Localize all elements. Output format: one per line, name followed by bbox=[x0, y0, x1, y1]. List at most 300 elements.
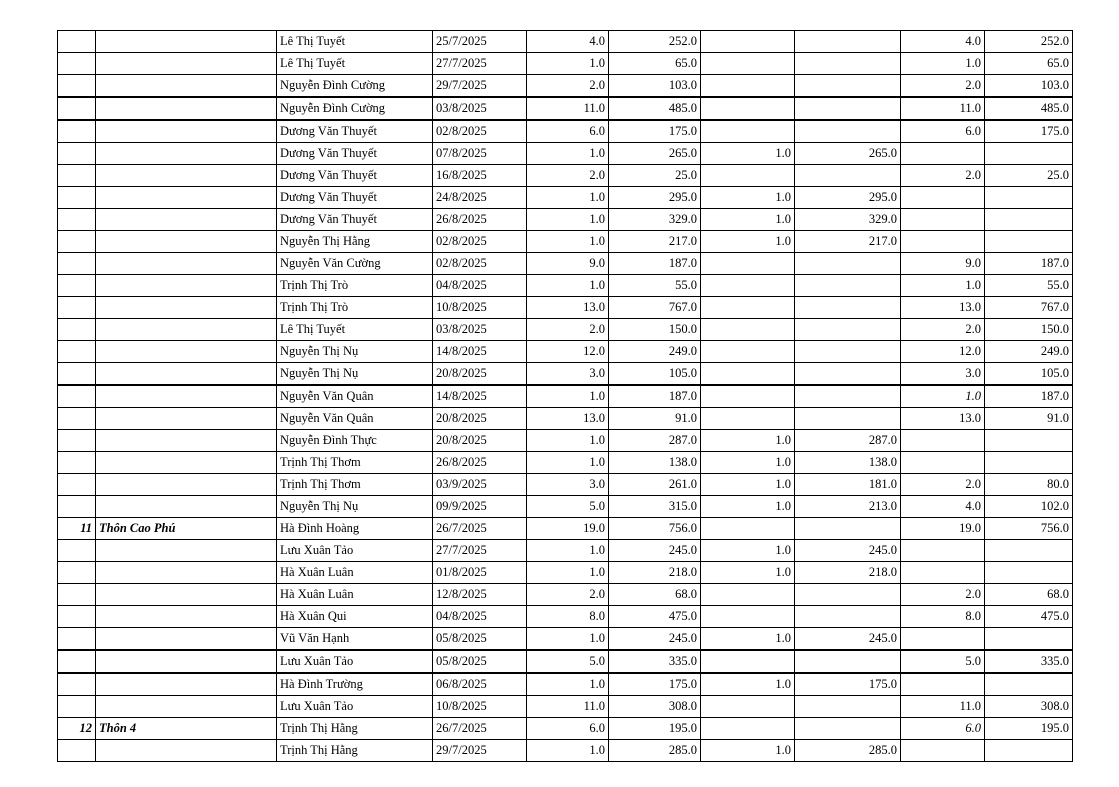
quantity-cell: 1.0 bbox=[527, 231, 609, 253]
quantity-cell: 1.0 bbox=[527, 673, 609, 696]
table-row bbox=[58, 430, 1073, 452]
table-row bbox=[58, 606, 1073, 628]
quantity-3-cell bbox=[901, 430, 985, 452]
area-name-cell bbox=[96, 319, 277, 341]
amount-cell: 285.0 bbox=[609, 740, 701, 762]
date-cell: 09/9/2025 bbox=[433, 496, 527, 518]
quantity-3-cell: 8.0 bbox=[901, 606, 985, 628]
quantity-3-cell bbox=[901, 209, 985, 231]
date-cell: 26/8/2025 bbox=[433, 209, 527, 231]
table-row bbox=[58, 143, 1073, 165]
amount-2-cell bbox=[795, 408, 901, 430]
date-cell: 14/8/2025 bbox=[433, 385, 527, 408]
row-number-cell bbox=[58, 740, 96, 762]
quantity-cell: 3.0 bbox=[527, 474, 609, 496]
amount-cell: 103.0 bbox=[609, 75, 701, 98]
date-cell: 06/8/2025 bbox=[433, 673, 527, 696]
area-name-cell bbox=[96, 696, 277, 718]
person-name-cell: Nguyễn Thị Nụ bbox=[277, 341, 433, 363]
person-name-cell: Lưu Xuân Tảo bbox=[277, 696, 433, 718]
amount-3-cell: 105.0 bbox=[985, 363, 1073, 386]
quantity-3-cell: 2.0 bbox=[901, 75, 985, 98]
quantity-2-cell: 1.0 bbox=[701, 187, 795, 209]
amount-2-cell bbox=[795, 385, 901, 408]
quantity-cell: 8.0 bbox=[527, 606, 609, 628]
area-name-cell bbox=[96, 209, 277, 231]
area-name-cell bbox=[96, 452, 277, 474]
row-number-cell: 11 bbox=[58, 518, 96, 540]
date-cell: 16/8/2025 bbox=[433, 165, 527, 187]
area-name-cell bbox=[96, 275, 277, 297]
quantity-3-cell: 6.0 bbox=[901, 718, 985, 740]
amount-3-cell bbox=[985, 673, 1073, 696]
amount-cell: 249.0 bbox=[609, 341, 701, 363]
quantity-2-cell bbox=[701, 718, 795, 740]
amount-2-cell: 175.0 bbox=[795, 673, 901, 696]
person-name-cell: Nguyễn Thị Nụ bbox=[277, 496, 433, 518]
amount-cell: 245.0 bbox=[609, 628, 701, 651]
area-name-cell bbox=[96, 97, 277, 120]
quantity-3-cell: 3.0 bbox=[901, 363, 985, 386]
amount-2-cell bbox=[795, 341, 901, 363]
person-name-cell: Trịnh Thị Thơm bbox=[277, 452, 433, 474]
person-name-cell: Nguyễn Văn Quân bbox=[277, 385, 433, 408]
quantity-2-cell: 1.0 bbox=[701, 740, 795, 762]
quantity-3-cell: 11.0 bbox=[901, 97, 985, 120]
person-name-cell: Lưu Xuân Tảo bbox=[277, 540, 433, 562]
amount-3-cell: 102.0 bbox=[985, 496, 1073, 518]
table-row bbox=[58, 341, 1073, 363]
date-cell: 14/8/2025 bbox=[433, 341, 527, 363]
amount-2-cell bbox=[795, 518, 901, 540]
quantity-cell: 11.0 bbox=[527, 97, 609, 120]
quantity-2-cell: 1.0 bbox=[701, 496, 795, 518]
quantity-cell: 6.0 bbox=[527, 120, 609, 143]
amount-2-cell: 218.0 bbox=[795, 562, 901, 584]
quantity-3-cell bbox=[901, 740, 985, 762]
quantity-3-cell: 4.0 bbox=[901, 496, 985, 518]
date-cell: 26/7/2025 bbox=[433, 518, 527, 540]
quantity-2-cell bbox=[701, 385, 795, 408]
row-number-cell bbox=[58, 165, 96, 187]
table-row bbox=[58, 628, 1073, 651]
person-name-cell: Dương Văn Thuyết bbox=[277, 187, 433, 209]
row-number-cell bbox=[58, 673, 96, 696]
amount-3-cell: 187.0 bbox=[985, 253, 1073, 275]
table-row bbox=[58, 53, 1073, 75]
quantity-cell: 1.0 bbox=[527, 385, 609, 408]
amount-cell: 55.0 bbox=[609, 275, 701, 297]
amount-3-cell bbox=[985, 430, 1073, 452]
amount-cell: 329.0 bbox=[609, 209, 701, 231]
quantity-2-cell bbox=[701, 120, 795, 143]
amount-cell: 295.0 bbox=[609, 187, 701, 209]
table-row bbox=[58, 120, 1073, 143]
row-number-cell bbox=[58, 120, 96, 143]
amount-3-cell bbox=[985, 187, 1073, 209]
table-row bbox=[58, 253, 1073, 275]
quantity-2-cell bbox=[701, 165, 795, 187]
quantity-cell: 1.0 bbox=[527, 275, 609, 297]
amount-3-cell bbox=[985, 562, 1073, 584]
amount-3-cell bbox=[985, 628, 1073, 651]
date-cell: 27/7/2025 bbox=[433, 53, 527, 75]
amount-3-cell: 68.0 bbox=[985, 584, 1073, 606]
quantity-3-cell: 2.0 bbox=[901, 584, 985, 606]
row-number-cell bbox=[58, 319, 96, 341]
row-number-cell bbox=[58, 209, 96, 231]
table-row bbox=[58, 673, 1073, 696]
person-name-cell: Hà Đình Hoàng bbox=[277, 518, 433, 540]
row-number-cell bbox=[58, 97, 96, 120]
amount-cell: 187.0 bbox=[609, 253, 701, 275]
amount-3-cell: 252.0 bbox=[985, 31, 1073, 53]
amount-3-cell bbox=[985, 143, 1073, 165]
quantity-cell: 2.0 bbox=[527, 584, 609, 606]
table-row bbox=[58, 496, 1073, 518]
area-name-cell bbox=[96, 650, 277, 673]
amount-cell: 767.0 bbox=[609, 297, 701, 319]
quantity-cell: 11.0 bbox=[527, 696, 609, 718]
quantity-cell: 1.0 bbox=[527, 562, 609, 584]
quantity-3-cell: 19.0 bbox=[901, 518, 985, 540]
amount-cell: 175.0 bbox=[609, 120, 701, 143]
quantity-cell: 12.0 bbox=[527, 341, 609, 363]
table-row bbox=[58, 231, 1073, 253]
row-number-cell bbox=[58, 385, 96, 408]
amount-2-cell: 138.0 bbox=[795, 452, 901, 474]
area-name-cell: Thôn Cao Phú bbox=[96, 518, 277, 540]
amount-2-cell bbox=[795, 75, 901, 98]
amount-3-cell: 249.0 bbox=[985, 341, 1073, 363]
table-row bbox=[58, 275, 1073, 297]
area-name-cell bbox=[96, 628, 277, 651]
area-name-cell bbox=[96, 31, 277, 53]
row-number-cell bbox=[58, 363, 96, 386]
quantity-cell: 5.0 bbox=[527, 496, 609, 518]
person-name-cell: Hà Xuân Luân bbox=[277, 584, 433, 606]
amount-2-cell: 265.0 bbox=[795, 143, 901, 165]
person-name-cell: Trịnh Thị Thơm bbox=[277, 474, 433, 496]
quantity-cell: 2.0 bbox=[527, 165, 609, 187]
person-name-cell: Hà Xuân Luân bbox=[277, 562, 433, 584]
area-name-cell: Thôn 4 bbox=[96, 718, 277, 740]
row-number-cell bbox=[58, 143, 96, 165]
amount-3-cell: 80.0 bbox=[985, 474, 1073, 496]
area-name-cell bbox=[96, 231, 277, 253]
quantity-2-cell bbox=[701, 297, 795, 319]
date-cell: 20/8/2025 bbox=[433, 430, 527, 452]
person-name-cell: Nguyễn Thị Nụ bbox=[277, 363, 433, 386]
table-row bbox=[58, 319, 1073, 341]
area-name-cell bbox=[96, 187, 277, 209]
amount-2-cell: 245.0 bbox=[795, 540, 901, 562]
area-name-cell bbox=[96, 341, 277, 363]
amount-cell: 308.0 bbox=[609, 696, 701, 718]
area-name-cell bbox=[96, 540, 277, 562]
table-row bbox=[58, 562, 1073, 584]
data-table bbox=[57, 30, 1073, 762]
quantity-2-cell: 1.0 bbox=[701, 231, 795, 253]
amount-cell: 138.0 bbox=[609, 452, 701, 474]
row-number-cell bbox=[58, 430, 96, 452]
amount-cell: 245.0 bbox=[609, 540, 701, 562]
amount-3-cell: 103.0 bbox=[985, 75, 1073, 98]
quantity-2-cell bbox=[701, 341, 795, 363]
quantity-3-cell bbox=[901, 562, 985, 584]
amount-3-cell: 65.0 bbox=[985, 53, 1073, 75]
table-row bbox=[58, 75, 1073, 98]
date-cell: 20/8/2025 bbox=[433, 363, 527, 386]
date-cell: 29/7/2025 bbox=[433, 740, 527, 762]
date-cell: 10/8/2025 bbox=[433, 297, 527, 319]
amount-3-cell bbox=[985, 452, 1073, 474]
date-cell: 27/7/2025 bbox=[433, 540, 527, 562]
amount-cell: 218.0 bbox=[609, 562, 701, 584]
quantity-cell: 1.0 bbox=[527, 187, 609, 209]
area-name-cell bbox=[96, 673, 277, 696]
row-number-cell bbox=[58, 231, 96, 253]
area-name-cell bbox=[96, 75, 277, 98]
row-number-cell bbox=[58, 540, 96, 562]
quantity-3-cell: 6.0 bbox=[901, 120, 985, 143]
person-name-cell: Nguyễn Đình Cường bbox=[277, 97, 433, 120]
table-row bbox=[58, 297, 1073, 319]
amount-cell: 175.0 bbox=[609, 673, 701, 696]
amount-3-cell: 91.0 bbox=[985, 408, 1073, 430]
quantity-3-cell: 5.0 bbox=[901, 650, 985, 673]
person-name-cell: Dương Văn Thuyết bbox=[277, 143, 433, 165]
quantity-2-cell bbox=[701, 97, 795, 120]
row-number-cell bbox=[58, 341, 96, 363]
person-name-cell: Trịnh Thị Hằng bbox=[277, 718, 433, 740]
amount-cell: 68.0 bbox=[609, 584, 701, 606]
amount-2-cell: 329.0 bbox=[795, 209, 901, 231]
quantity-3-cell: 1.0 bbox=[901, 53, 985, 75]
amount-3-cell: 150.0 bbox=[985, 319, 1073, 341]
amount-2-cell: 245.0 bbox=[795, 628, 901, 651]
area-name-cell bbox=[96, 606, 277, 628]
area-name-cell bbox=[96, 143, 277, 165]
quantity-cell: 4.0 bbox=[527, 31, 609, 53]
amount-cell: 25.0 bbox=[609, 165, 701, 187]
quantity-2-cell bbox=[701, 606, 795, 628]
area-name-cell bbox=[96, 408, 277, 430]
date-cell: 02/8/2025 bbox=[433, 253, 527, 275]
row-number-cell: 12 bbox=[58, 718, 96, 740]
quantity-2-cell: 1.0 bbox=[701, 673, 795, 696]
date-cell: 02/8/2025 bbox=[433, 231, 527, 253]
quantity-cell: 3.0 bbox=[527, 363, 609, 386]
quantity-3-cell: 13.0 bbox=[901, 408, 985, 430]
amount-2-cell bbox=[795, 53, 901, 75]
amount-cell: 105.0 bbox=[609, 363, 701, 386]
area-name-cell bbox=[96, 740, 277, 762]
row-number-cell bbox=[58, 606, 96, 628]
amount-3-cell: 55.0 bbox=[985, 275, 1073, 297]
date-cell: 03/9/2025 bbox=[433, 474, 527, 496]
amount-3-cell bbox=[985, 540, 1073, 562]
row-number-cell bbox=[58, 53, 96, 75]
person-name-cell: Trịnh Thị Trò bbox=[277, 297, 433, 319]
row-number-cell bbox=[58, 628, 96, 651]
table-row bbox=[58, 385, 1073, 408]
table-row bbox=[58, 474, 1073, 496]
table-row bbox=[58, 363, 1073, 386]
quantity-cell: 1.0 bbox=[527, 452, 609, 474]
table-row bbox=[58, 740, 1073, 762]
quantity-3-cell bbox=[901, 187, 985, 209]
amount-3-cell: 756.0 bbox=[985, 518, 1073, 540]
amount-cell: 65.0 bbox=[609, 53, 701, 75]
amount-cell: 287.0 bbox=[609, 430, 701, 452]
person-name-cell: Hà Xuân Qui bbox=[277, 606, 433, 628]
amount-cell: 335.0 bbox=[609, 650, 701, 673]
quantity-2-cell: 1.0 bbox=[701, 143, 795, 165]
amount-3-cell bbox=[985, 231, 1073, 253]
area-name-cell bbox=[96, 430, 277, 452]
amount-2-cell bbox=[795, 97, 901, 120]
table-row bbox=[58, 97, 1073, 120]
quantity-2-cell bbox=[701, 253, 795, 275]
row-number-cell bbox=[58, 275, 96, 297]
person-name-cell: Dương Văn Thuyết bbox=[277, 209, 433, 231]
quantity-cell: 13.0 bbox=[527, 408, 609, 430]
quantity-2-cell bbox=[701, 408, 795, 430]
amount-2-cell bbox=[795, 319, 901, 341]
quantity-cell: 2.0 bbox=[527, 75, 609, 98]
area-name-cell bbox=[96, 474, 277, 496]
row-number-cell bbox=[58, 696, 96, 718]
amount-3-cell: 175.0 bbox=[985, 120, 1073, 143]
quantity-cell: 9.0 bbox=[527, 253, 609, 275]
date-cell: 05/8/2025 bbox=[433, 650, 527, 673]
quantity-2-cell bbox=[701, 53, 795, 75]
amount-3-cell: 308.0 bbox=[985, 696, 1073, 718]
table-row bbox=[58, 187, 1073, 209]
person-name-cell: Lê Thị Tuyết bbox=[277, 319, 433, 341]
quantity-2-cell bbox=[701, 31, 795, 53]
quantity-3-cell: 13.0 bbox=[901, 297, 985, 319]
area-name-cell bbox=[96, 53, 277, 75]
date-cell: 07/8/2025 bbox=[433, 143, 527, 165]
quantity-2-cell: 1.0 bbox=[701, 540, 795, 562]
person-name-cell: Nguyễn Đình Cường bbox=[277, 75, 433, 98]
area-name-cell bbox=[96, 496, 277, 518]
quantity-cell: 6.0 bbox=[527, 718, 609, 740]
table-row bbox=[58, 452, 1073, 474]
row-number-cell bbox=[58, 253, 96, 275]
quantity-cell: 19.0 bbox=[527, 518, 609, 540]
person-name-cell: Dương Văn Thuyết bbox=[277, 165, 433, 187]
amount-3-cell: 475.0 bbox=[985, 606, 1073, 628]
table-row bbox=[58, 718, 1073, 740]
quantity-3-cell bbox=[901, 673, 985, 696]
quantity-cell: 2.0 bbox=[527, 319, 609, 341]
quantity-3-cell: 2.0 bbox=[901, 319, 985, 341]
date-cell: 03/8/2025 bbox=[433, 97, 527, 120]
row-number-cell bbox=[58, 75, 96, 98]
amount-cell: 187.0 bbox=[609, 385, 701, 408]
amount-3-cell: 25.0 bbox=[985, 165, 1073, 187]
quantity-3-cell: 1.0 bbox=[901, 385, 985, 408]
person-name-cell: Vũ Văn Hạnh bbox=[277, 628, 433, 651]
date-cell: 04/8/2025 bbox=[433, 606, 527, 628]
table-row bbox=[58, 584, 1073, 606]
quantity-2-cell bbox=[701, 650, 795, 673]
quantity-3-cell bbox=[901, 540, 985, 562]
row-number-cell bbox=[58, 408, 96, 430]
quantity-3-cell: 1.0 bbox=[901, 275, 985, 297]
amount-cell: 252.0 bbox=[609, 31, 701, 53]
quantity-2-cell: 1.0 bbox=[701, 430, 795, 452]
quantity-2-cell: 1.0 bbox=[701, 628, 795, 651]
amount-cell: 315.0 bbox=[609, 496, 701, 518]
amount-2-cell: 287.0 bbox=[795, 430, 901, 452]
row-number-cell bbox=[58, 474, 96, 496]
date-cell: 24/8/2025 bbox=[433, 187, 527, 209]
amount-cell: 195.0 bbox=[609, 718, 701, 740]
table-row bbox=[58, 650, 1073, 673]
person-name-cell: Dương Văn Thuyết bbox=[277, 120, 433, 143]
area-name-cell bbox=[96, 297, 277, 319]
row-number-cell bbox=[58, 452, 96, 474]
amount-2-cell bbox=[795, 253, 901, 275]
person-name-cell: Lưu Xuân Tảo bbox=[277, 650, 433, 673]
quantity-cell: 1.0 bbox=[527, 628, 609, 651]
row-number-cell bbox=[58, 496, 96, 518]
person-name-cell: Lê Thị Tuyết bbox=[277, 31, 433, 53]
quantity-cell: 1.0 bbox=[527, 430, 609, 452]
person-name-cell: Hà Đình Trường bbox=[277, 673, 433, 696]
amount-3-cell: 335.0 bbox=[985, 650, 1073, 673]
row-number-cell bbox=[58, 584, 96, 606]
quantity-2-cell bbox=[701, 518, 795, 540]
date-cell: 02/8/2025 bbox=[433, 120, 527, 143]
date-cell: 29/7/2025 bbox=[433, 75, 527, 98]
person-name-cell: Nguyễn Đình Thực bbox=[277, 430, 433, 452]
amount-2-cell: 295.0 bbox=[795, 187, 901, 209]
quantity-3-cell bbox=[901, 231, 985, 253]
table-row bbox=[58, 31, 1073, 53]
amount-2-cell bbox=[795, 120, 901, 143]
quantity-3-cell: 2.0 bbox=[901, 165, 985, 187]
amount-3-cell: 187.0 bbox=[985, 385, 1073, 408]
date-cell: 26/7/2025 bbox=[433, 718, 527, 740]
table-row bbox=[58, 165, 1073, 187]
amount-2-cell bbox=[795, 31, 901, 53]
area-name-cell bbox=[96, 562, 277, 584]
date-cell: 03/8/2025 bbox=[433, 319, 527, 341]
amount-2-cell bbox=[795, 275, 901, 297]
quantity-2-cell bbox=[701, 584, 795, 606]
table-row bbox=[58, 696, 1073, 718]
amount-2-cell: 285.0 bbox=[795, 740, 901, 762]
amount-cell: 261.0 bbox=[609, 474, 701, 496]
date-cell: 12/8/2025 bbox=[433, 584, 527, 606]
quantity-2-cell bbox=[701, 319, 795, 341]
table-row bbox=[58, 209, 1073, 231]
amount-2-cell bbox=[795, 297, 901, 319]
quantity-3-cell bbox=[901, 143, 985, 165]
area-name-cell bbox=[96, 253, 277, 275]
amount-cell: 91.0 bbox=[609, 408, 701, 430]
area-name-cell bbox=[96, 363, 277, 386]
amount-cell: 265.0 bbox=[609, 143, 701, 165]
quantity-3-cell bbox=[901, 628, 985, 651]
person-name-cell: Nguyễn Văn Quân bbox=[277, 408, 433, 430]
quantity-cell: 1.0 bbox=[527, 143, 609, 165]
